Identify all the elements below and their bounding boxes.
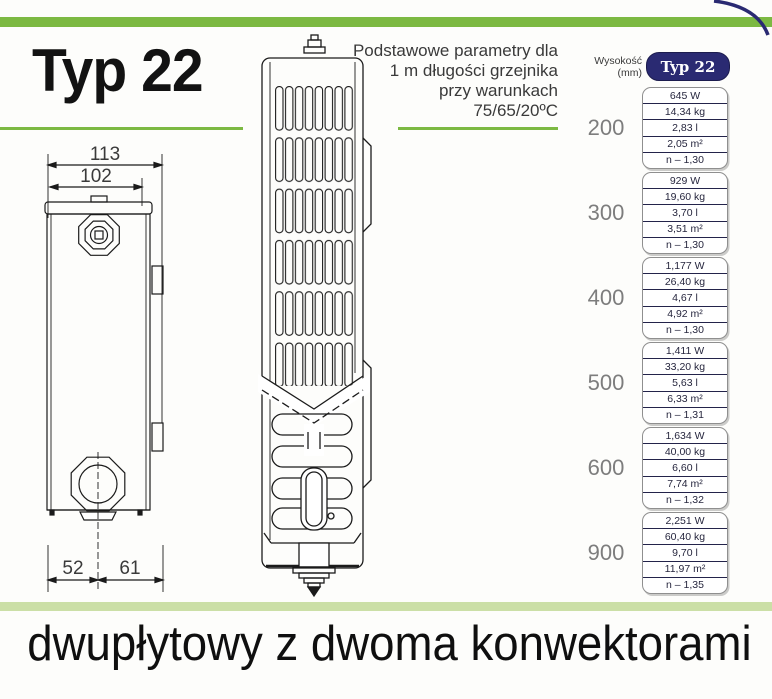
note-line: 1 m długości grzejnika (389, 61, 558, 80)
value-cell: 60,40 kg (643, 529, 727, 545)
value-cell: 2,83 l (643, 120, 727, 136)
top-accent-bar (0, 17, 772, 27)
page-caption (0, 616, 772, 672)
table-row (570, 257, 740, 339)
height-label: 400 (587, 285, 625, 310)
height-label: 300 (587, 200, 625, 225)
note-line: przy warunkach (438, 81, 558, 100)
value-box (642, 512, 728, 594)
note-line: 75/65/20ºC (473, 101, 558, 120)
air-vent-icon (304, 35, 325, 53)
value-cell: 3,70 l (643, 205, 727, 221)
value-cell: 26,40 kg (643, 274, 727, 290)
value-cell: 33,20 kg (643, 359, 727, 375)
value-cell: 4,92 m² (643, 307, 727, 323)
front-view-drawing (238, 28, 393, 618)
value-cell: 2,05 m² (643, 137, 727, 153)
value-cell: n – 1,31 (666, 409, 704, 422)
height-label: 200 (587, 115, 625, 140)
value-box (642, 342, 728, 424)
table-row (570, 172, 740, 254)
value-box (642, 257, 728, 339)
table-row (570, 512, 740, 594)
height-label: 600 (587, 455, 625, 480)
value-cell: 11,97 m² (643, 562, 727, 578)
value-cell: n – 1,30 (666, 239, 704, 252)
value-cell: n – 1,30 (666, 324, 704, 337)
table-row (570, 427, 740, 509)
top-nub (91, 196, 107, 202)
note-line: Podstawowe parametry dla (352, 41, 558, 60)
table-row (570, 342, 740, 424)
note-underline (398, 127, 558, 130)
value-cell: 6,60 l (643, 460, 727, 476)
wall-bracket-icon (363, 138, 371, 488)
table-row (570, 87, 740, 169)
table-header (570, 52, 740, 81)
dim-label-top-inner: 102 (80, 166, 112, 187)
value-box (642, 172, 728, 254)
value-cell: n – 1,32 (666, 494, 704, 507)
value-cell: 4,67 l (643, 290, 727, 306)
value-cell: 5,63 l (643, 375, 727, 391)
value-cell: 1,634 W (643, 428, 727, 444)
dim-label-bottom-right: 61 (119, 558, 141, 579)
bottom-valve-icon (293, 543, 335, 596)
spec-table (570, 52, 740, 597)
value-cell: 2,251 W (643, 513, 727, 529)
value-box (642, 427, 728, 509)
dim-label-bottom-left: 52 (62, 558, 84, 579)
value-cell: 40,00 kg (643, 444, 727, 460)
page-title: Typ 22 (32, 37, 203, 104)
dim-label-top-outer: 113 (89, 144, 121, 165)
side-view-drawing (20, 140, 210, 605)
value-cell: n – 1,35 (666, 579, 704, 592)
value-cell: 14,34 kg (643, 104, 727, 120)
value-cell: 1,411 W (643, 343, 727, 359)
value-cell: 7,74 m² (643, 477, 727, 493)
height-column-label: Wysokość (mm) (594, 54, 642, 79)
value-cell: n – 1,30 (666, 154, 704, 167)
value-cell: 9,70 l (643, 545, 727, 561)
navy-corner-arc (710, 0, 772, 36)
wall-bracket-icon (152, 266, 163, 451)
value-cell: 19,60 kg (643, 189, 727, 205)
height-label: 900 (587, 540, 625, 565)
value-box (642, 87, 728, 169)
caption-text: dwupłytowy z dwoma konwektorami (27, 617, 752, 671)
value-cell: 3,51 m² (643, 222, 727, 238)
height-label: 500 (587, 370, 625, 395)
top-valve-icon (79, 215, 120, 256)
value-cell: 645 W (643, 88, 727, 104)
value-cell: 1,177 W (643, 258, 727, 274)
value-cell: 6,33 m² (643, 392, 727, 408)
type-column-header: Typ 22 (646, 52, 730, 81)
title-underline (0, 127, 243, 130)
value-cell: 929 W (643, 173, 727, 189)
bottom-accent-band (0, 602, 772, 611)
